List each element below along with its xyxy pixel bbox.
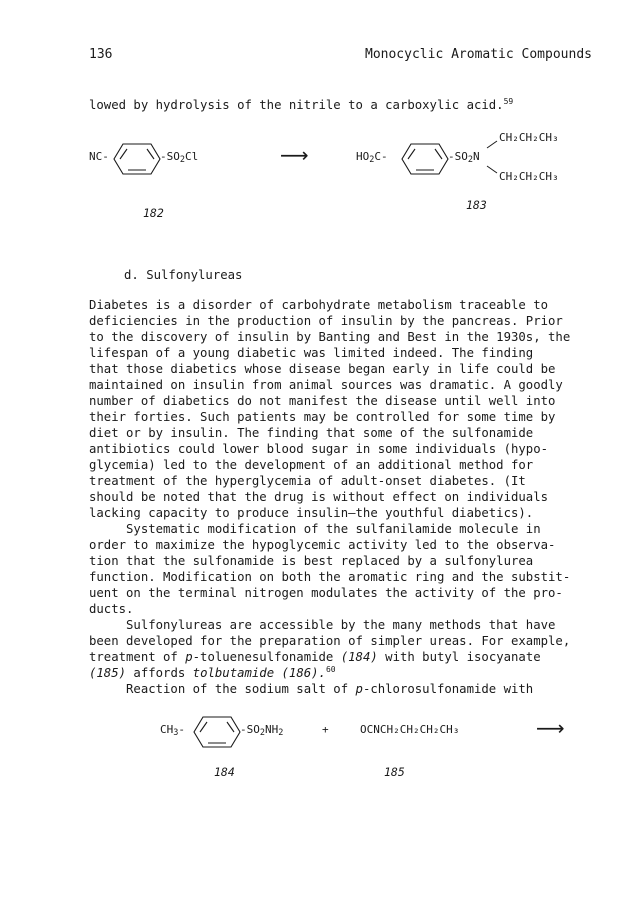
compound-184-sulfonamide-group: $-SO_2NH_2$ — [240, 723, 284, 738]
paragraph-3-line: (185) affords tolbutamide (186).$^{60}$ — [89, 665, 336, 680]
benzene-ring-182 — [113, 143, 161, 175]
intro-reference: 59 — [503, 97, 514, 106]
compound-ref-186: tolbutamide (186). — [192, 666, 326, 680]
paragraph-1-line: glycemia) led to the development of an additional method for — [89, 458, 534, 472]
propyl-group-bottom: CH₂CH₂CH₃ — [499, 170, 559, 183]
paragraph-2-line: ducts. — [89, 602, 134, 616]
paragraph-1-line: deficiencies in the production of insulin by the pancreas. Prior — [89, 314, 563, 328]
paragraph-4-line: Reaction of the sodium salt of p-chlorosulfonamide with — [89, 682, 534, 696]
page-number: 136 — [89, 47, 113, 62]
paragraph-1-line: treatment of the hyperglycemia of adult-onset diabetes. (It — [89, 474, 526, 488]
paragraph-1-line: their forties. Such patients may be controlled for some time by — [89, 410, 556, 424]
paragraph-1-line: lifespan of a young diabetic was limited indeed. The finding — [89, 346, 534, 360]
compound-label-184: 184 — [214, 765, 235, 779]
paragraph-1-line: Diabetes is a disorder of carbohydrate metabolism traceable to — [89, 298, 549, 312]
benzene-ring-183 — [401, 143, 449, 175]
paragraph-2-line: order to maximize the hypoglycemic activity led to the observa- — [89, 538, 556, 552]
compound-ref-184: (184) — [340, 650, 378, 664]
compound-label-183: 183 — [466, 198, 487, 212]
intro-text: lowed by hydrolysis of the nitrile to a carboxylic acid. — [89, 98, 504, 112]
paragraph-1-line: to the discovery of insulin by Banting and Best in the 1930s, the — [89, 330, 571, 344]
plus-sign: + — [322, 723, 329, 736]
compound-183-carboxyl-group: $HO_2C-$ — [356, 150, 388, 165]
paragraph-2-line: Systematic modification of the sulfanilamide molecule in — [89, 522, 541, 536]
tolbutamide-reference: 60 — [325, 665, 336, 674]
paragraph-3-line: Sulfonylureas are accessible by the many methods that have — [89, 618, 556, 632]
propyl-group-top: CH₂CH₂CH₃ — [499, 131, 559, 144]
compound-ref-185: (185) — [89, 666, 127, 680]
compound-182-nc-group: NC- — [89, 150, 109, 163]
paragraph-2-line: tion that the sulfonamide is best replaced by a sulfonylurea — [89, 554, 534, 568]
paragraph-3-line: treatment of p-toluenesulfonamide (184) with butyl isocyanate — [89, 650, 541, 664]
compound-183-sulfonamide-group: $-SO_2N$ — [448, 150, 480, 165]
paragraph-1-line: diet or by insulin. The finding that some of the sulfonamide — [89, 426, 534, 440]
paragraph-3-line: been developed for the preparation of simpler ureas. For example, — [89, 634, 571, 648]
paragraph-1-line: should be noted that the drug is without effect on individuals — [89, 490, 549, 504]
compound-184-methyl-group: $CH_3-$ — [160, 723, 185, 738]
intro-line — [89, 98, 513, 112]
compound-185-butyl-isocyanate: OCNCH₂CH₂CH₂CH₃ — [360, 723, 460, 736]
compound-182-sulfonyl-chloride: $-SO_2Cl$ — [160, 150, 199, 165]
paragraph-1-line: lacking capacity to produce insulin—the youthful diabetics). — [89, 506, 534, 520]
reaction-arrow-2: ⟶ — [536, 716, 565, 740]
reaction-arrow-1: ⟶ — [280, 143, 309, 167]
section-heading: d. Sulfonylureas — [124, 268, 243, 282]
paragraph-1-line: number of diabetics do not manifest the disease until well into — [89, 394, 556, 408]
running-title: Monocyclic Aromatic Compounds — [365, 47, 592, 62]
paragraph-1-line: antibiotics could lower blood sugar in some individuals (hypo- — [89, 442, 549, 456]
paragraph-1-line: maintained on insulin from animal sources was dramatic. A goodly — [89, 378, 563, 392]
compound-label-182: 182 — [143, 206, 164, 220]
benzene-ring-184 — [193, 716, 241, 748]
paragraph-2-line: function. Modification on both the aromatic ring and the substit- — [89, 570, 571, 584]
paragraph-2-line: uent on the terminal nitrogen modulates the activity of the pro- — [89, 586, 563, 600]
paragraph-1-line: that those diabetics whose disease began early in life could be — [89, 362, 556, 376]
compound-label-185: 185 — [384, 765, 405, 779]
